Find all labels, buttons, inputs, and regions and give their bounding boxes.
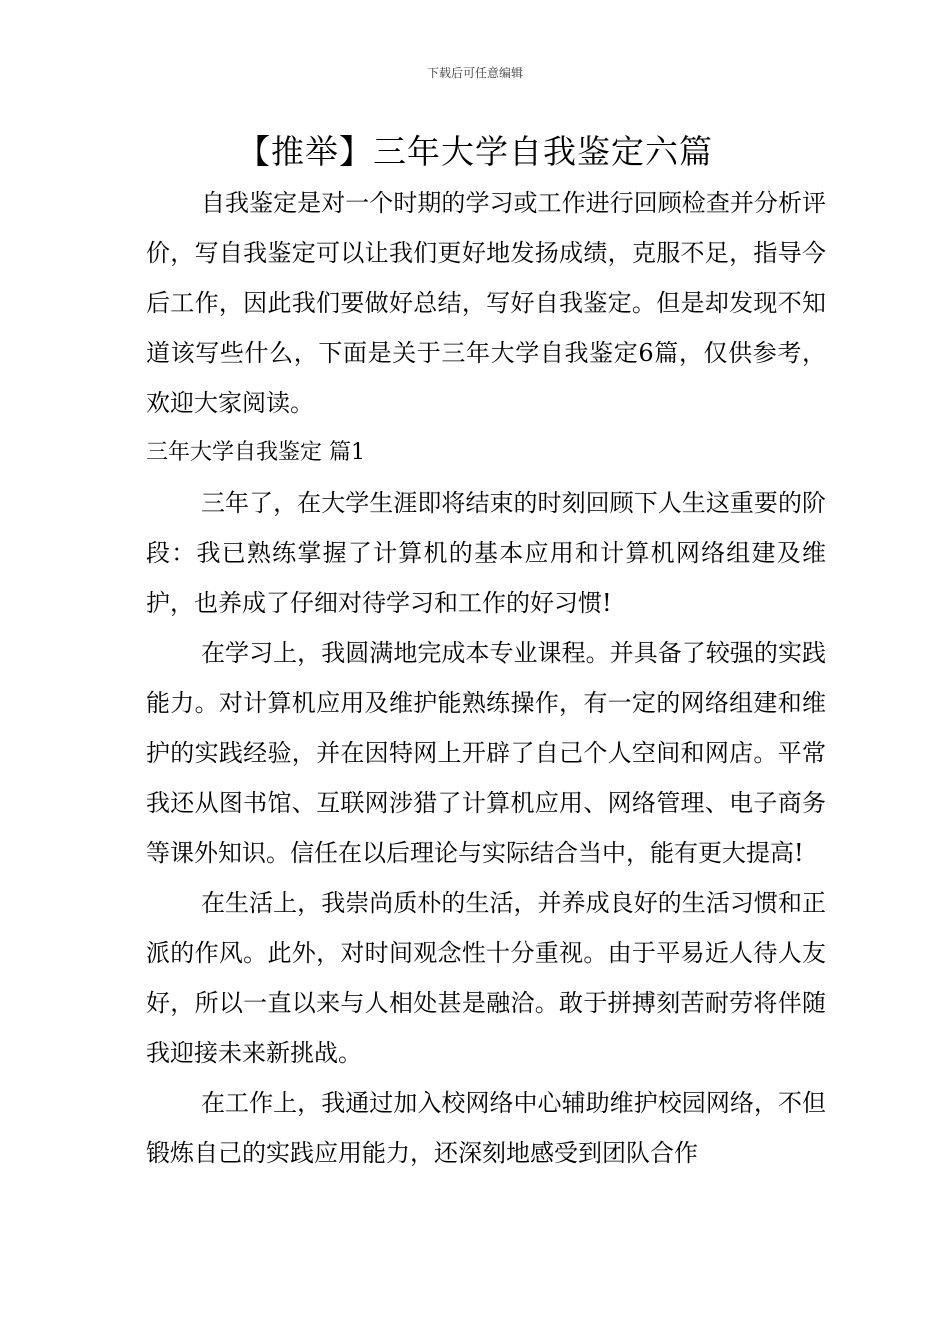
section-heading: 三年大学自我鉴定 篇1 [146,440,365,465]
paragraph: 在学习上，我圆满地完成本专业课程。并具备了较强的实践能力。对计算机应用及维护能熟练操作，有一定的网络组建和维护的实践经验，并在因特网上开辟了自己个人空间和网店。平常我还从图书馆、互联网涉猎了计算机应用、网络管理、电子商务等课外知识。信任在以后理论与实际结合当中，能有更大提高! [146,639,826,867]
document-title: 【推举】三年大学自我鉴定六篇 [237,132,713,171]
document-body [146,178,826,1178]
header-note: 下载后可任意编辑 [426,66,523,80]
paragraph: 在生活上，我崇尚质朴的生活，并养成良好的生活习惯和正派的作风。此外，对时间观念性十分重视。由于平易近人待人友好，所以一直以来与人相处甚是融洽。敢于拼搏刻苦耐劳将伴随我迎接未来新挑战。 [146,889,826,1067]
paragraph: 在工作上，我通过加入校网络中心辅助维护校园网络，不但锻炼自己的实践应用能力，还深刻地感受到团队合作 [146,1089,826,1167]
intro-paragraph: 自我鉴定是对一个时期的学习或工作进行回顾检查并分析评价，写自我鉴定可以让我们更好地发扬成绩，克服不足，指导今后工作，因此我们要做好总结，写好自我鉴定。但是却发现不知道该写些什么，下面是关于三年大学自我鉴定6篇，仅供参考，欢迎大家阅读。 [146,189,826,417]
paragraph: 三年了，在大学生涯即将结束的时刻回顾下人生这重要的阶段：我已熟练掌握了计算机的基本应用和计算机网络组建及维护，也养成了仔细对待学习和工作的好习惯! [146,489,826,617]
